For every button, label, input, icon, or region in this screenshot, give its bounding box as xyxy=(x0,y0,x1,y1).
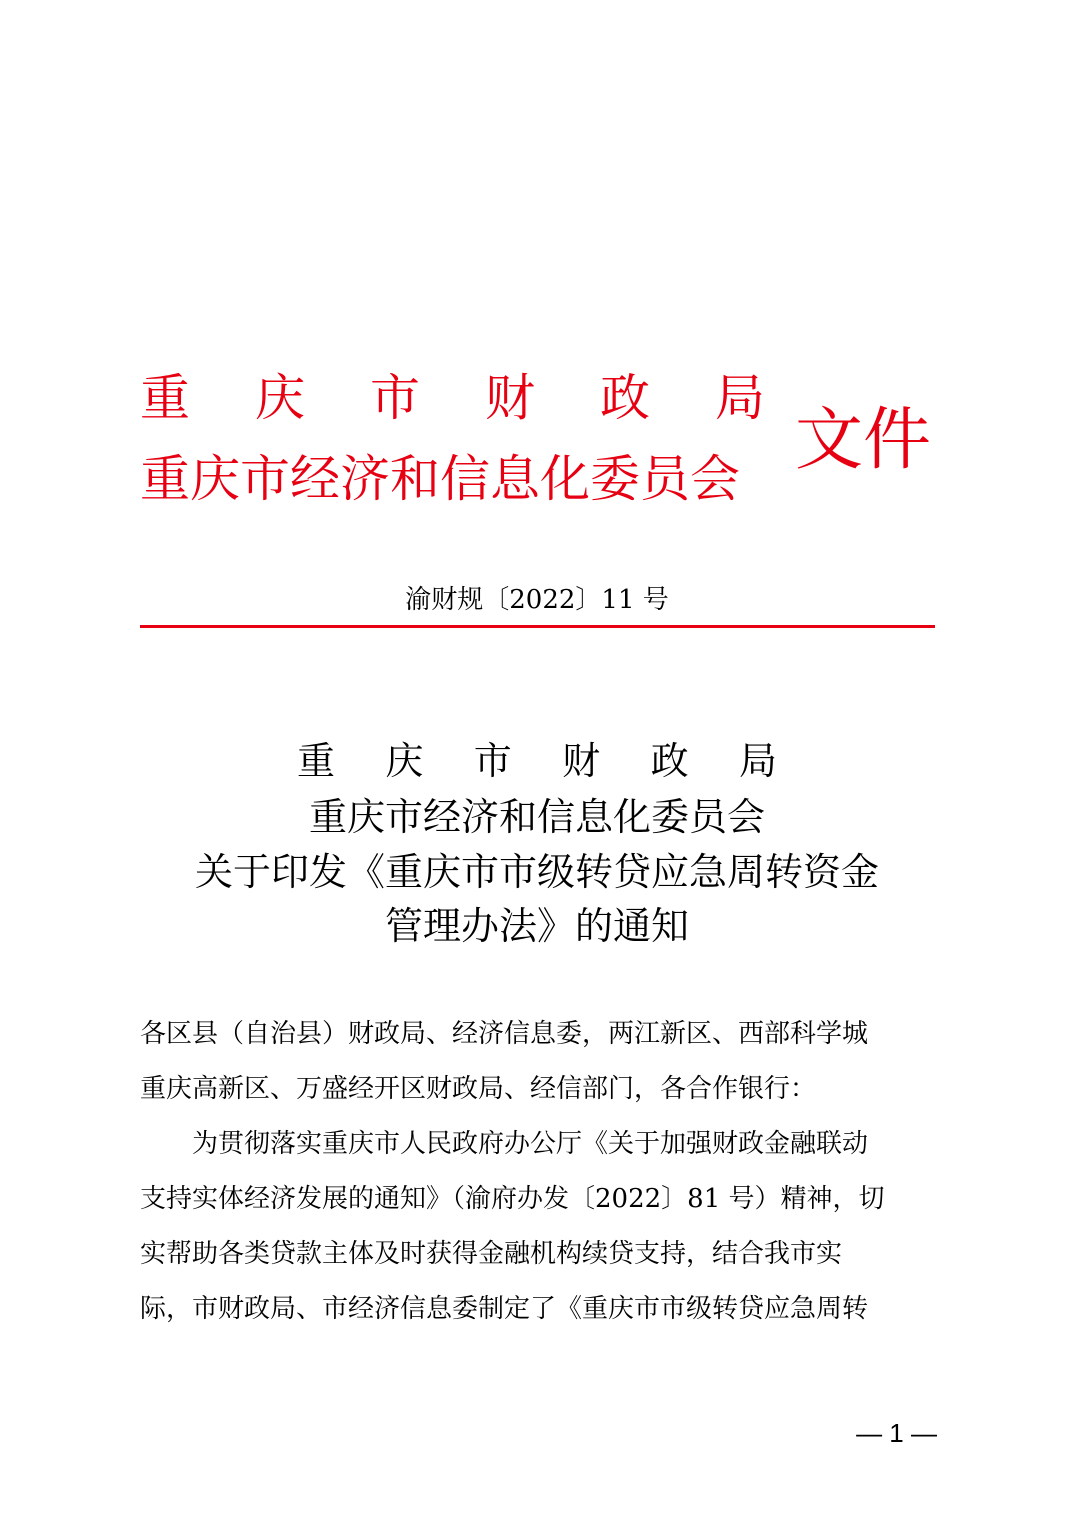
header-suffix: 文件 xyxy=(795,401,932,480)
header-org1-char: 重 xyxy=(140,369,190,427)
red-divider xyxy=(140,625,935,628)
addressee-line: 重庆高新区、万盛经开区财政局、经信部门，各合作银行： xyxy=(140,1074,817,1104)
title-line-2: 重庆市经济和信息化委员会 xyxy=(308,795,765,839)
title-line-1 xyxy=(0,734,1074,788)
header-org1-char: 庆 xyxy=(255,369,305,427)
header-org2: 重庆市经济和信息化委员会 xyxy=(140,450,740,508)
title-char: 市 xyxy=(473,739,512,783)
header-org1 xyxy=(140,370,765,426)
header-org1-char: 市 xyxy=(370,369,420,427)
body-line: 为贯彻落实重庆市人民政府办公厅《关于加强财政金融联动 xyxy=(192,1129,869,1159)
title-char: 重 xyxy=(297,739,336,783)
body-line: 实帮助各类贷款主体及时获得金融机构续贷支持，结合我市实 xyxy=(140,1239,843,1269)
body-line: 际，市财政局、市经济信息委制定了《重庆市市级转贷应急周转 xyxy=(140,1294,869,1324)
body-paragraph xyxy=(140,1117,935,1337)
document-number: 渝财规〔2022〕11 号 xyxy=(405,585,669,615)
title-char: 政 xyxy=(650,739,689,783)
title-char: 局 xyxy=(738,739,777,783)
addressee-line: 各区县（自治县）财政局、经济信息委，两江新区、西部科学城 xyxy=(140,1019,869,1049)
title-line-4: 管理办法》的通知 xyxy=(384,904,689,948)
page-number: — 1 — xyxy=(856,1418,937,1448)
title-line-3: 关于印发《重庆市市级转贷应急周转资金 xyxy=(194,850,879,894)
header-org1-char: 局 xyxy=(715,369,765,427)
title-char: 财 xyxy=(562,739,601,783)
title-char: 庆 xyxy=(385,739,424,783)
body-line: 支持实体经济发展的通知》（渝府办发〔2022〕81 号）精神，切 xyxy=(140,1184,885,1214)
header-org1-char: 政 xyxy=(600,369,650,427)
header-org1-char: 财 xyxy=(485,369,535,427)
addressee xyxy=(140,1007,935,1117)
